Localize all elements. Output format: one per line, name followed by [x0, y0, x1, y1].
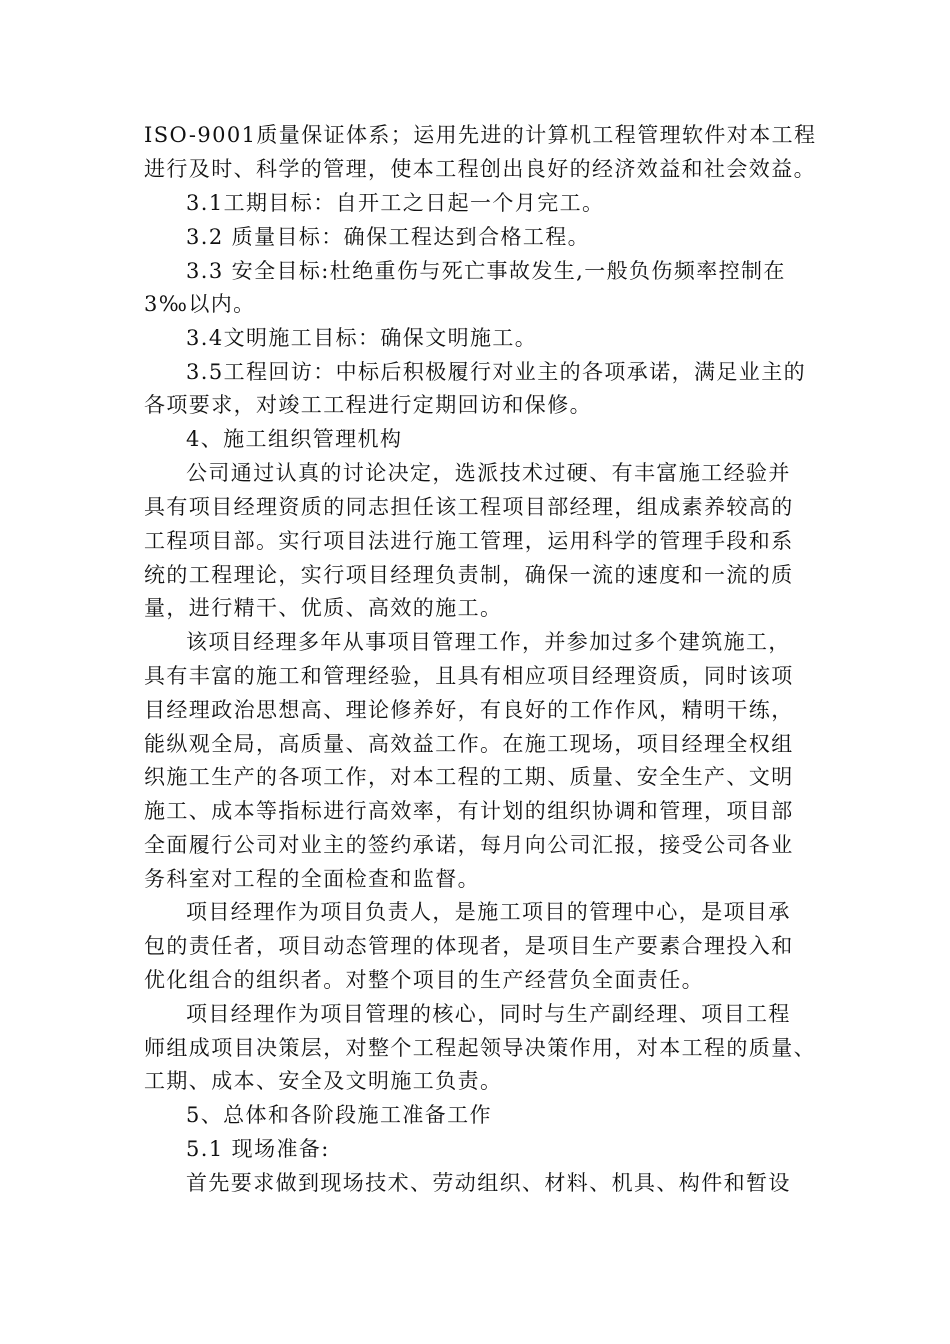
text-line: 务科室对工程的全面检查和监督。: [144, 867, 480, 891]
text-line: ISO-9001质量保证体系；运用先进的计算机工程管理软件对本工程: [144, 123, 817, 147]
text-line: 量，进行精干、优质、高效的施工。: [144, 596, 503, 620]
paragraph-start: 首先要求做到现场技术、劳动组织、材料、机具、构件和暂设: [186, 1171, 791, 1195]
text-line: 包的责任者，项目动态管理的体现者，是项目生产要素合理投入和: [144, 934, 794, 958]
text-line: 织施工生产的各项工作，对本工程的工期、质量、安全生产、文明: [144, 765, 794, 789]
text-line: 优化组合的组织者。对整个项目的生产经营负全面责任。: [144, 968, 704, 992]
text-line: 具有项目经理资质的同志担任该工程项目部经理，组成素养较高的: [144, 495, 794, 519]
text-line: 工期、成本、安全及文明施工负责。: [144, 1069, 503, 1093]
section-heading: 3.4文明施工目标：确保文明施工。: [186, 326, 538, 350]
text-line: 能纵观全局，高质量、高效益工作。在施工现场，项目经理全权组: [144, 732, 794, 756]
section-heading: 4、施工组织管理机构: [186, 427, 403, 451]
text-line: 工程项目部。实行项目法进行施工管理，运用科学的管理手段和系: [144, 529, 794, 553]
section-heading: 3.3 安全目标:杜绝重伤与死亡事故发生,一般负伤频率控制在: [186, 259, 786, 283]
text-line: 3‰以内。: [144, 292, 256, 316]
text-line: 统的工程理论，实行项目经理负责制，确保一流的速度和一流的质: [144, 563, 794, 587]
paragraph-start: 公司通过认真的讨论决定，选派技术过硬、有丰富施工经验并: [186, 461, 791, 485]
section-heading: 5.1 现场准备:: [186, 1137, 330, 1161]
section-heading: 3.1工期目标：自开工之日起一个月完工。: [186, 191, 605, 215]
text-line: 师组成项目决策层，对整个工程起领导决策作用，对本工程的质量、: [144, 1036, 816, 1060]
text-line: 各项要求，对竣工工程进行定期回访和保修。: [144, 393, 592, 417]
paragraph-start: 项目经理作为项目管理的核心，同时与生产副经理、项目工程: [186, 1002, 791, 1026]
text-line: 进行及时、科学的管理，使本工程创出良好的经济效益和社会效益。: [144, 157, 816, 181]
text-line: 目经理政治思想高、理论修养好，有良好的工作作风，精明干练，: [144, 698, 794, 722]
section-heading: 5、总体和各阶段施工准备工作: [186, 1103, 492, 1127]
section-heading: 3.5工程回访：中标后积极履行对业主的各项承诺，满足业主的: [186, 360, 806, 384]
text-line: 施工、成本等指标进行高效率，有计划的组织协调和管理，项目部: [144, 799, 794, 823]
text-line: 全面履行公司对业主的签约承诺，每月向公司汇报，接受公司各业: [144, 833, 794, 857]
paragraph-start: 该项目经理多年从事项目管理工作，并参加过多个建筑施工，: [186, 630, 791, 654]
section-heading: 3.2 质量目标：确保工程达到合格工程。: [186, 225, 591, 249]
text-line: 具有丰富的施工和管理经验，且具有相应项目经理资质，同时该项: [144, 664, 794, 688]
paragraph-start: 项目经理作为项目负责人，是施工项目的管理中心，是项目承: [186, 900, 791, 924]
